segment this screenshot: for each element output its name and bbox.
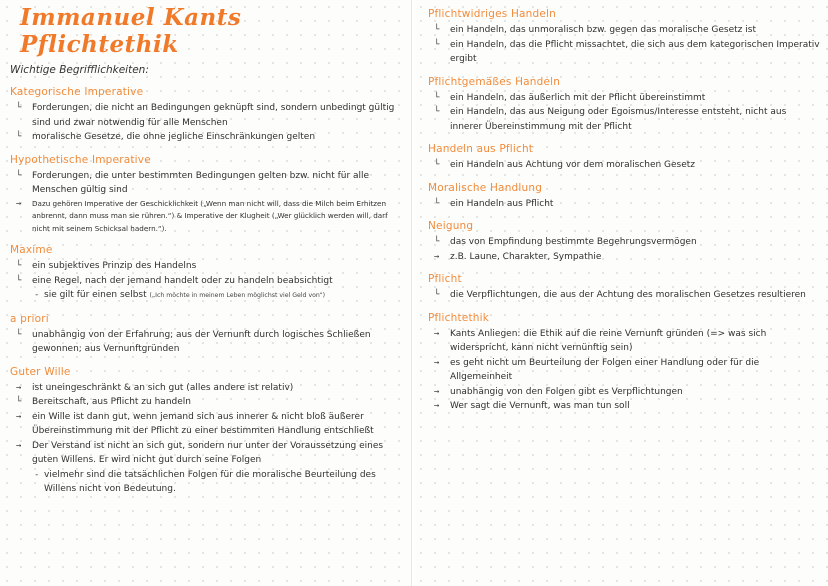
section-pflichtgemaesses-handeln xyxy=(428,76,820,135)
section-heading: Maxime xyxy=(10,244,53,256)
section-heading: Pflichtethik xyxy=(428,311,490,324)
branch-icon: └ xyxy=(16,261,22,271)
list-item: → unabhängig von den Folgen gibt es Verpflichtungen xyxy=(428,385,820,400)
list-item: └ ein Handeln, das aus Neigung oder Egoismus/Interesse entsteht, nicht aus innerer Übereinstimmung mit der Pflicht xyxy=(434,107,787,132)
section-guter-wille xyxy=(10,366,403,497)
section-heading: Pflichtgemäßes Handeln xyxy=(428,75,561,88)
section-moralische-handlung xyxy=(428,182,820,212)
list-item: └ die Verpflichtungen, die aus der Achtung des moralischen Gesetzes resultieren xyxy=(428,288,820,303)
arrow-icon: → xyxy=(16,440,22,451)
list-item: └ ein subjektives Prinzip des Handelns xyxy=(10,259,403,274)
list-item: └ moralische Gesetze, die ohne jegliche Einschränkungen gelten xyxy=(10,130,403,145)
list-item: → Der Verstand ist nicht an sich gut, sondern nur unter der Voraussetzung eines guten Willens. Er wird nicht gut durch seine Folgen xyxy=(16,440,384,465)
section-heading: Kategorische Imperative xyxy=(10,86,144,98)
arrow-icon: → xyxy=(16,411,22,422)
branch-icon: └ xyxy=(16,275,22,286)
arrow-icon: → xyxy=(434,357,440,368)
arrow-icon: → xyxy=(434,251,440,262)
section-heading: Neigung xyxy=(428,220,474,232)
branch-icon: └ xyxy=(434,25,440,35)
page-subtitle: Wichtige Begrifflichkeiten: xyxy=(10,64,149,76)
list-item: → Dazu gehören Imperative der Geschicklichkeit („Wenn man nicht will, dass die Milch beim Erhitzen anbrennt, dann muss man sie rühren.“) & Imperative der Klugheit („Wer glücklich werden will, darf nicht mit seinem Schicksal hadern.“). xyxy=(16,198,388,233)
section-neigung xyxy=(428,220,820,264)
section-pflichtwidriges-handeln xyxy=(428,8,820,67)
list-item: → es geht nicht um Beurteilung der Folgen einer Handlung oder für die Allgemeinheit xyxy=(434,357,760,382)
list-item: └ ein Handeln, das äußerlich mit der Pflicht übereinstimmt xyxy=(428,91,820,106)
list-item: └ Forderungen, die unter bestimmten Bedingungen gelten bzw. nicht für alle Menschen gültig sind xyxy=(16,170,370,195)
example-note: („Ich möchte in meinem Leben möglichst viel Geld von“) xyxy=(149,292,325,299)
list-item: └ eine Regel, nach der jemand handelt oder zu handeln beabsichtigt xyxy=(10,274,403,289)
arrow-icon: → xyxy=(434,401,440,411)
branch-icon: └ xyxy=(434,160,440,170)
list-item: └ ein Handeln, das die Pflicht missachtet, die sich aus dem kategorischen Imperativ ergibt xyxy=(434,39,820,64)
section-heading: Moralische Handlung xyxy=(428,181,543,194)
branch-icon: └ xyxy=(434,92,440,103)
section-handeln-aus-pflicht xyxy=(428,143,820,173)
arrow-icon: → xyxy=(16,382,22,393)
section-heading: Pflichtwidriges Handeln xyxy=(428,8,557,20)
left-page xyxy=(0,0,412,586)
right-page xyxy=(414,0,828,586)
section-heading: Hypothetische Imperative xyxy=(10,153,151,166)
list-item: → z.B. Laune, Charakter, Sympathie xyxy=(428,250,820,265)
section-heading: Handeln aus Pflicht xyxy=(428,143,534,155)
section-heading: Pflicht xyxy=(428,273,462,285)
section-pflichtethik xyxy=(428,312,820,414)
section-kategorische-imperative xyxy=(10,86,403,145)
branch-icon: └ xyxy=(434,237,440,247)
list-item: └ Forderungen, die nicht an Bedingungen geknüpft sind, sondern unbedingt gültig sind und zwar notwendig für alle Menschen xyxy=(16,103,395,128)
branch-icon: └ xyxy=(16,132,22,142)
section-pflicht xyxy=(428,273,820,303)
arrow-icon: → xyxy=(434,328,440,339)
section-hypothetische-imperative xyxy=(10,154,403,236)
branch-icon: └ xyxy=(434,107,440,117)
arrow-icon: → xyxy=(434,386,440,397)
branch-icon: └ xyxy=(434,290,440,300)
section-a-priori xyxy=(10,313,403,357)
branch-icon: └ xyxy=(434,39,440,50)
list-item: └ das von Empfindung bestimmte Begehrungsvermögen xyxy=(428,235,820,250)
list-item: └ ein Handeln aus Achtung vor dem moralischen Gesetz xyxy=(428,158,820,173)
dash-icon: - xyxy=(34,290,40,300)
section-maxime xyxy=(10,244,403,304)
list-item: → ist uneingeschränkt & an sich gut (alles andere ist relativ) xyxy=(10,381,403,396)
branch-icon: └ xyxy=(16,103,22,113)
list-item: └ Bereitschaft, aus Pflicht zu handeln xyxy=(10,395,403,410)
list-item: └ unabhängig von der Erfahrung; aus der Vernunft durch logisches Schließen gewonnen; aus Vernunftgründen xyxy=(16,329,371,354)
page-title: Immanuel Kants Pflichtethik xyxy=(20,4,242,58)
section-heading: Guter Wille xyxy=(10,365,71,378)
branch-icon: └ xyxy=(16,170,22,181)
branch-icon: └ xyxy=(16,329,22,340)
arrow-icon: → xyxy=(16,198,22,209)
branch-icon: └ xyxy=(16,397,22,407)
list-item: └ ein Handeln aus Pflicht xyxy=(428,197,820,212)
dash-icon: - xyxy=(34,469,40,480)
section-heading: a priori xyxy=(10,312,49,325)
list-item: → Wer sagt die Vernunft, was man tun soll xyxy=(428,399,820,414)
list-item: - vielmehr sind die tatsächlichen Folgen für die moralische Beurteilung des Willens nicht von Bedeutung. xyxy=(34,469,376,494)
branch-icon: └ xyxy=(434,198,440,209)
list-item: → Kants Anliegen: die Ethik auf die reine Vernunft gründen (=> was sich widerspricht, kann nicht vernünftig sein) xyxy=(434,328,767,353)
list-item: └ ein Handeln, das unmoralisch bzw. gegen das moralische Gesetz ist xyxy=(428,23,820,38)
list-item: - sie gilt für einen selbst („Ich möchte in meinem Leben möglichst viel Geld von“) xyxy=(10,288,403,304)
list-item: → ein Wille ist dann gut, wenn jemand sich aus innerer & nicht bloß äußerer Übereinstimmung mit der Pflicht zu einer bestimmten Handlung entschließt xyxy=(16,411,374,436)
